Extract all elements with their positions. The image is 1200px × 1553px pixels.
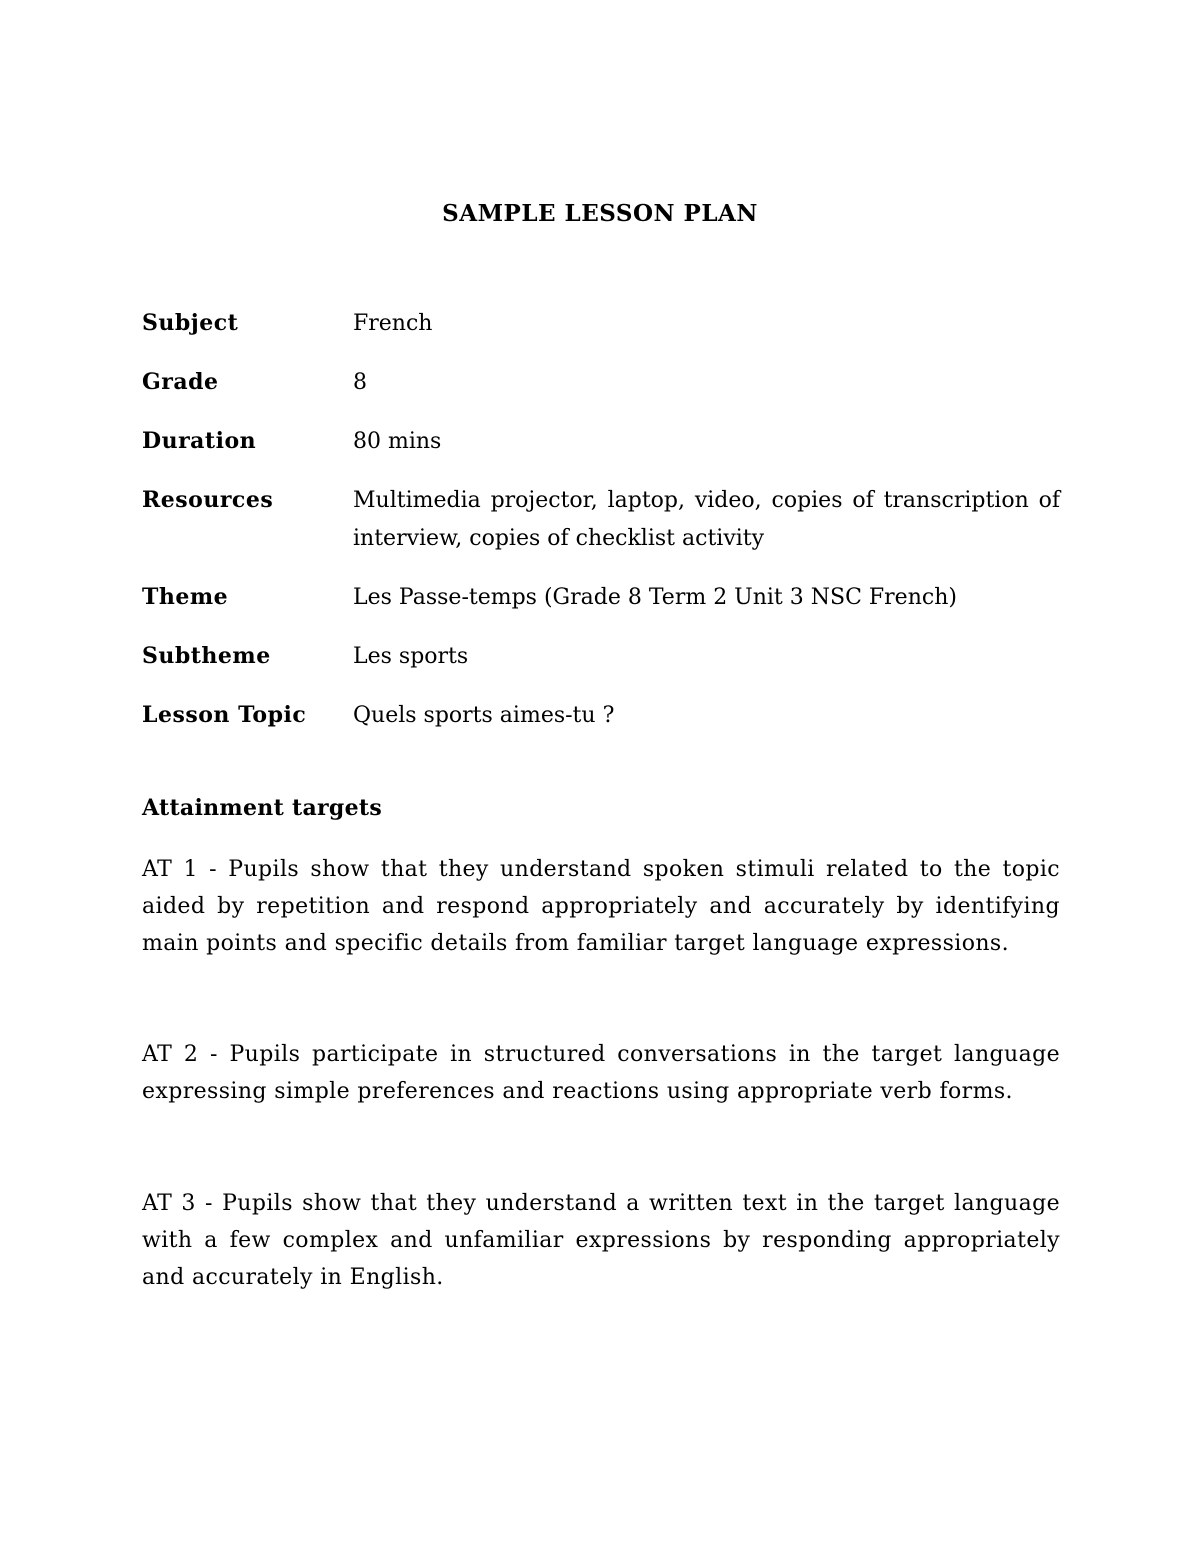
attainment-target-paragraph: AT 1 - Pupils show that they understand spoken stimuli related to the topic aided by repetition and respond appropriately and accurately by identifying main points and specific details from familiar target language expressions. — [142, 857, 1060, 956]
info-label: Grade — [142, 369, 219, 395]
info-value: Multimedia projector, laptop, video, copies of transcription of interview, copies of checklist activity — [353, 488, 1060, 551]
info-row-lesson-topic — [142, 697, 1060, 735]
info-row-grade — [142, 364, 1060, 402]
info-value: Les sports — [353, 644, 469, 669]
info-value: Les Passe-temps (Grade 8 Term 2 Unit 3 NSC French) — [353, 585, 957, 610]
attainment-target-paragraph: AT 3 - Pupils show that they understand a written text in the target language with a few complex and unfamiliar expressions by responding appropriately and accurately in English. — [142, 1191, 1060, 1290]
info-row-theme — [142, 579, 1060, 617]
info-label: Theme — [142, 584, 229, 610]
lesson-info-table — [142, 305, 1060, 756]
info-row-resources — [142, 482, 1060, 558]
info-value: 8 — [353, 370, 367, 395]
attainment-targets-heading: Attainment targets — [142, 795, 383, 821]
info-label: Resources — [142, 487, 274, 513]
info-value: French — [353, 311, 433, 336]
attainment-target-paragraph: AT 2 - Pupils participate in structured conversations in the target language expressing simple preferences and reactions using appropriate verb forms. — [142, 1042, 1060, 1104]
info-row-duration — [142, 423, 1060, 461]
info-value: 80 mins — [353, 429, 442, 454]
document-title: SAMPLE LESSON PLAN — [442, 200, 758, 227]
info-row-subject — [142, 305, 1060, 343]
info-label: Subject — [142, 310, 239, 336]
info-label: Subtheme — [142, 643, 271, 669]
info-value: Quels sports aimes-tu ? — [353, 703, 615, 728]
info-label: Lesson Topic — [142, 702, 307, 728]
info-row-subtheme — [142, 638, 1060, 676]
info-label: Duration — [142, 428, 257, 454]
